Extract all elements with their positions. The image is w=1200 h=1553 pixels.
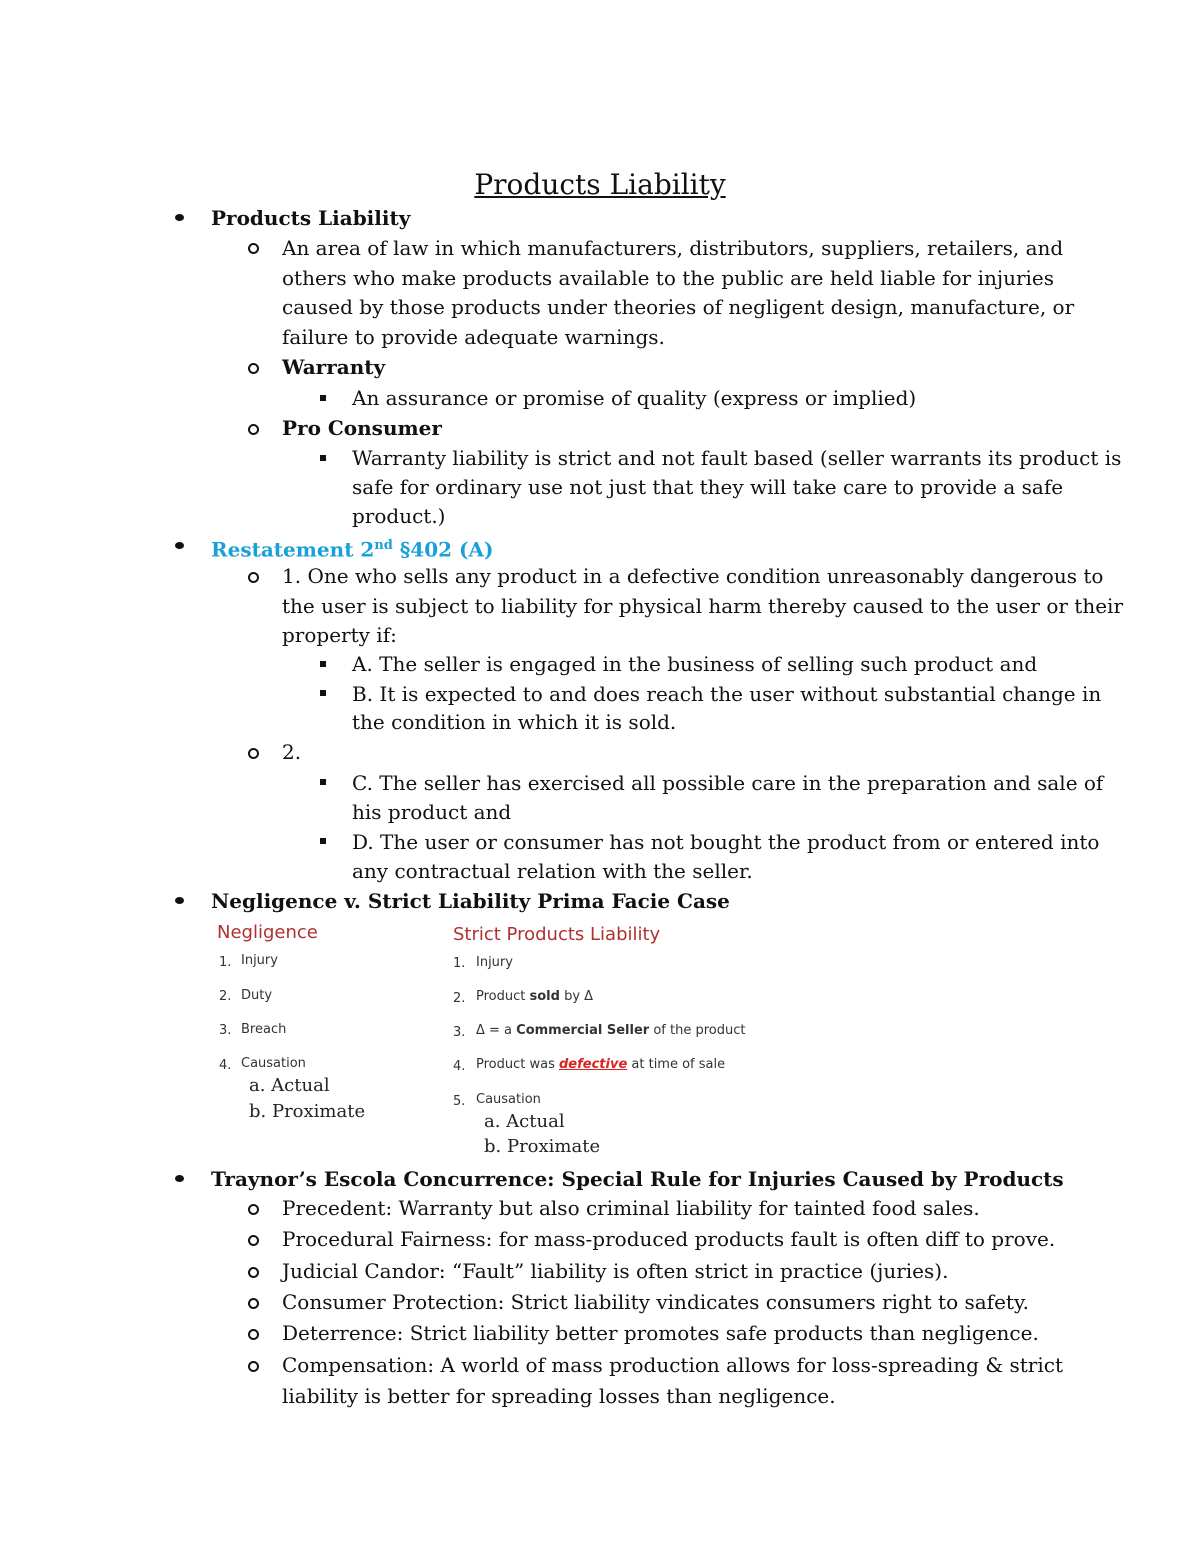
condition-b: the condition in which it is sold. xyxy=(352,710,677,734)
condition-c: his product and xyxy=(352,800,512,824)
list-item: Injury xyxy=(476,955,513,970)
condition-d: D. The user or consumer has not bought the product from or entered into xyxy=(352,830,1100,854)
rationale-item: Deterrence: Strict liability better promotes safe products than negligence. xyxy=(282,1321,1039,1345)
section-heading-negligence-v-strict: Negligence v. Strict Liability Prima Facie Case xyxy=(211,889,730,913)
list-number: 3. xyxy=(219,1023,232,1038)
bullet-dot-icon xyxy=(175,1175,184,1182)
bullet-square-icon xyxy=(320,395,326,401)
list-item: Product was defective at time of sale xyxy=(476,1057,726,1072)
list-number: 3. xyxy=(453,1025,466,1040)
list-number: 4. xyxy=(219,1058,232,1073)
list-item: Product sold by Δ xyxy=(476,989,594,1004)
bullet-circle-icon xyxy=(248,748,259,759)
rationale-item: Compensation: A world of mass production allows for loss-spreading & strict xyxy=(282,1353,1063,1377)
list-number: 1. xyxy=(453,956,466,971)
condition-a: A. The seller is engaged in the business of selling such product and xyxy=(352,652,1038,676)
sub-item: a. Actual xyxy=(484,1111,565,1132)
sub-item: b. Proximate xyxy=(249,1101,366,1122)
definition-line: An area of law in which manufacturers, distributors, suppliers, retailers, and xyxy=(282,236,1064,260)
page-title: Products Liability xyxy=(474,168,726,201)
bullet-circle-icon xyxy=(248,1329,259,1340)
bullet-dot-icon xyxy=(175,897,184,904)
bullet-circle-icon xyxy=(248,1267,259,1278)
list-number: 1. xyxy=(219,955,232,970)
list-number: 2. xyxy=(219,989,232,1004)
rule-line: property if: xyxy=(282,623,397,647)
section-heading-traynor: Traynor’s Escola Concurrence: Special Rule for Injuries Caused by Products xyxy=(211,1167,1064,1191)
list-item: Injury xyxy=(241,953,278,968)
bullet-dot-icon xyxy=(175,214,184,221)
bullet-square-icon xyxy=(320,779,326,785)
bullet-square-icon xyxy=(320,690,326,696)
list-item: Causation xyxy=(241,1056,306,1071)
negligence-column-title: Negligence xyxy=(217,922,318,943)
rule-line: 1. One who sells any product in a defective condition unreasonably dangerous to xyxy=(282,564,1104,588)
list-item: Breach xyxy=(241,1022,287,1037)
pro-consumer-line: Warranty liability is strict and not fault based (seller warrants its product is xyxy=(352,446,1122,470)
rule-line: the user is subject to liability for physical harm thereby caused to the user or their xyxy=(282,594,1124,618)
bullet-dot-icon xyxy=(175,542,184,549)
condition-b: B. It is expected to and does reach the user without substantial change in xyxy=(352,682,1102,706)
restatement-label: Restatement 2 xyxy=(211,537,375,562)
list-number: 5. xyxy=(453,1094,466,1109)
section-heading-products-liability: Products Liability xyxy=(211,206,411,230)
subheading-pro-consumer: Pro Consumer xyxy=(282,416,442,440)
rationale-item: Precedent: Warranty but also criminal liability for tainted food sales. xyxy=(282,1196,980,1220)
rationale-item-continued: liability is better for spreading losses than negligence. xyxy=(282,1384,836,1408)
warranty-text: An assurance or promise of quality (express or implied) xyxy=(352,386,917,410)
rule-item-2: 2. xyxy=(282,740,302,764)
rationale-item: Procedural Fairness: for mass-produced products fault is often diff to prove. xyxy=(282,1227,1056,1251)
bullet-circle-icon xyxy=(248,572,259,583)
bullet-circle-icon xyxy=(248,424,259,435)
sub-item: b. Proximate xyxy=(484,1136,601,1157)
subheading-warranty: Warranty xyxy=(282,355,386,379)
bullet-circle-icon xyxy=(248,1204,259,1215)
pro-consumer-line: safe for ordinary use not just that they will take care to provide a safe xyxy=(352,475,1064,499)
list-number: 2. xyxy=(453,991,466,1006)
pro-consumer-line: product.) xyxy=(352,504,446,528)
condition-d: any contractual relation with the seller. xyxy=(352,859,753,883)
bullet-square-icon xyxy=(320,661,326,667)
list-item: Duty xyxy=(241,988,273,1003)
bullet-square-icon xyxy=(320,838,326,844)
section-heading-restatement xyxy=(211,531,493,565)
bullet-circle-icon xyxy=(248,243,259,254)
list-item: Causation xyxy=(476,1092,541,1107)
list-number: 4. xyxy=(453,1059,466,1074)
rationale-item: Consumer Protection: Strict liability vindicates consumers right to safety. xyxy=(282,1290,1029,1314)
bullet-circle-icon xyxy=(248,1298,259,1309)
definition-line: caused by those products under theories of negligent design, manufacture, or xyxy=(282,295,1075,319)
condition-c: C. The seller has exercised all possible care in the preparation and sale of xyxy=(352,771,1104,795)
restatement-section: §402 (A) xyxy=(392,537,494,562)
bullet-circle-icon xyxy=(248,1235,259,1246)
rationale-item: Judicial Candor: “Fault” liability is often strict in practice (juries). xyxy=(282,1259,949,1283)
ordinal-suffix: nd xyxy=(374,538,393,553)
definition-line: failure to provide adequate warnings. xyxy=(282,325,665,349)
list-item: Δ = a Commercial Seller of the product xyxy=(476,1023,746,1038)
bullet-circle-icon xyxy=(248,363,259,374)
sub-item: a. Actual xyxy=(249,1075,330,1096)
definition-line: others who make products available to the public are held liable for injuries xyxy=(282,266,1055,290)
bullet-square-icon xyxy=(320,455,326,461)
bullet-circle-icon xyxy=(248,1361,259,1372)
strict-liability-column-title: Strict Products Liability xyxy=(453,924,661,945)
